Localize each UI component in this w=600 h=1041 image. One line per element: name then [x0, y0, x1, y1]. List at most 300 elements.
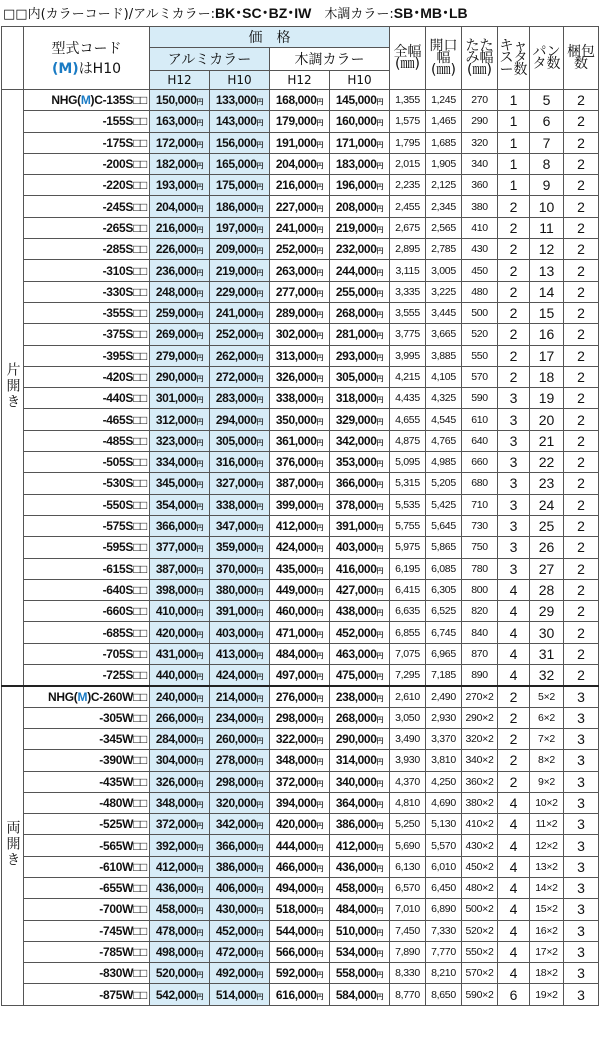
panta-count-value: 28	[538, 581, 555, 598]
folded-width	[462, 643, 498, 664]
alumi-h10-price	[210, 175, 270, 196]
yen-unit: 円	[376, 99, 384, 107]
total-width	[390, 941, 426, 962]
caster-count-value: 2	[509, 709, 518, 726]
total-width	[390, 388, 426, 409]
opening-width	[426, 984, 462, 1005]
alumi-h10-price-value: 391,000	[215, 604, 257, 619]
opening-width	[426, 281, 462, 302]
yen-unit: 円	[376, 610, 384, 618]
yen-unit: 円	[376, 567, 384, 575]
folded-width-value: 290×2	[465, 711, 494, 724]
wood-color-codes: SB･MB･LB	[393, 5, 468, 21]
yen-unit: 円	[316, 929, 324, 937]
caster-count	[498, 537, 530, 558]
yen-unit: 円	[316, 461, 324, 469]
model-code	[24, 388, 150, 409]
package-count-value: 2	[577, 262, 585, 279]
total-width	[390, 90, 426, 111]
yen-unit: 円	[256, 951, 264, 959]
panta-count-value: 10	[538, 198, 555, 215]
total-width-value: 5,315	[395, 477, 420, 490]
package-count-value: 2	[577, 475, 585, 492]
caster-count	[498, 388, 530, 409]
wood-h10-price-value: 386,000	[335, 817, 377, 832]
yen-unit: 円	[316, 99, 324, 107]
alumi-h12-price	[150, 750, 210, 771]
panta-count	[530, 899, 564, 920]
wood-h12-price-value: 227,000	[275, 199, 317, 214]
wood-h10-price	[330, 707, 390, 728]
total-width	[390, 494, 426, 515]
yen-unit: 円	[196, 248, 204, 256]
model-h10-note: はH10	[78, 61, 122, 77]
opening-width-value: 4,690	[431, 796, 456, 809]
wood-h12-price-value: 216,000	[275, 178, 317, 193]
table-row	[2, 643, 599, 664]
opening-width-value: 4,545	[431, 413, 456, 426]
package-count	[564, 579, 599, 600]
total-width-value: 2,235	[395, 179, 420, 192]
folded-width	[462, 90, 498, 111]
panta-count-value: 29	[538, 603, 555, 620]
opening-width-value: 1,245	[431, 94, 456, 107]
wood-h12-price-value: 449,000	[275, 582, 317, 597]
yen-unit: 円	[256, 865, 264, 873]
model-code	[24, 153, 150, 174]
opening-width-value: 7,330	[431, 924, 456, 937]
yen-unit: 円	[196, 205, 204, 213]
model-code	[24, 814, 150, 835]
wood-h12-price-value: 497,000	[275, 667, 317, 682]
yen-unit: 円	[316, 439, 324, 447]
model-code-suffix: -705S□□	[102, 646, 147, 661]
total-width	[390, 814, 426, 835]
panta-count-value: 7×2	[538, 733, 555, 746]
yen-unit: 円	[256, 929, 264, 937]
total-width-value: 7,075	[395, 647, 420, 660]
yen-unit: 円	[316, 525, 324, 533]
wood-h12-price-value: 204,000	[275, 157, 317, 172]
panta-count-value: 27	[538, 560, 555, 577]
caster-count-value: 2	[509, 219, 518, 236]
yen-unit: 円	[256, 503, 264, 511]
model-code-suffix: -435W□□	[99, 774, 147, 789]
caster-count	[498, 90, 530, 111]
folded-width-value: 270×2	[465, 690, 494, 703]
folded-width-value: 500	[471, 307, 488, 320]
alumi-h12-price	[150, 814, 210, 835]
alumi-h12-price-value: 334,000	[155, 455, 197, 470]
package-count-value: 3	[577, 688, 585, 705]
alumi-h10-price-value: 229,000	[215, 284, 257, 299]
caster-count	[498, 899, 530, 920]
yen-unit: 円	[256, 567, 264, 575]
model-code-suffix: -525W□□	[99, 817, 147, 832]
panta-count	[530, 984, 564, 1005]
model-code-suffix: -305W□□	[99, 710, 147, 725]
wood-h12-price-value: 376,000	[275, 455, 317, 470]
alumi-h12-price-value: 542,000	[155, 987, 197, 1002]
wood-h10-price-value: 145,000	[335, 93, 377, 108]
folded-width	[462, 132, 498, 153]
package-count	[564, 111, 599, 132]
folded-width	[462, 856, 498, 877]
alumi-h10-price	[210, 473, 270, 494]
yen-unit: 円	[256, 312, 264, 320]
wood-h10-price	[330, 750, 390, 771]
folded-width	[462, 388, 498, 409]
alumi-h10-price	[210, 771, 270, 792]
opening-width-value: 2,565	[431, 221, 456, 234]
wood-h12-price	[270, 515, 330, 536]
yen-unit: 円	[256, 99, 264, 107]
total-width-value: 1,355	[395, 94, 420, 107]
yen-unit: 円	[196, 887, 204, 895]
opening-width-value: 4,250	[431, 775, 456, 788]
alumi-h12-price-value: 172,000	[155, 135, 197, 150]
model-code-suffix: )C-135S□□	[90, 93, 147, 108]
alumi-h12-price	[150, 792, 210, 813]
wood-h12-price-value: 168,000	[275, 93, 317, 108]
opening-width	[426, 388, 462, 409]
yen-unit: 円	[196, 801, 204, 809]
total-width	[390, 984, 426, 1005]
alumi-h10-price-value: 406,000	[215, 881, 257, 896]
caster-count	[498, 473, 530, 494]
wood-h10-price-value: 436,000	[335, 859, 377, 874]
total-width	[390, 665, 426, 686]
panta-count	[530, 388, 564, 409]
yen-unit: 円	[376, 333, 384, 341]
total-width	[390, 515, 426, 536]
wood-h12-price	[270, 494, 330, 515]
alumi-h10-price	[210, 366, 270, 387]
wood-h12-price-value: 566,000	[275, 945, 317, 960]
wood-h12-price-value: 289,000	[275, 306, 317, 321]
yen-unit: 円	[376, 631, 384, 639]
model-code	[24, 196, 150, 217]
package-count-value: 3	[577, 944, 585, 961]
caster-count	[498, 217, 530, 238]
alumi-h12-price	[150, 643, 210, 664]
model-code	[24, 686, 150, 707]
alumi-h12-price	[150, 771, 210, 792]
group-label: 片開き	[4, 361, 21, 410]
table-row	[2, 920, 599, 941]
model-code	[24, 643, 150, 664]
yen-unit: 円	[256, 993, 264, 1001]
folded-width	[462, 494, 498, 515]
yen-unit: 円	[196, 269, 204, 277]
folded-width	[462, 771, 498, 792]
model-code-suffix: -610W□□	[99, 859, 147, 874]
wood-h12-price	[270, 196, 330, 217]
yen-unit: 円	[256, 738, 264, 746]
wood-h12-price	[270, 771, 330, 792]
wood-h12-price-value: 252,000	[275, 242, 317, 257]
opening-width	[426, 217, 462, 238]
alumi-h10-price-value: 342,000	[215, 817, 257, 832]
yen-unit: 円	[376, 269, 384, 277]
model-code-suffix: -310S□□	[102, 263, 147, 278]
folded-width-value: 340	[471, 158, 488, 171]
panta-count-value: 26	[538, 539, 555, 556]
folded-width-value: 450×2	[465, 860, 494, 873]
table-row	[2, 345, 599, 366]
caster-count-value: 2	[509, 731, 518, 748]
wood-h10-price	[330, 622, 390, 643]
total-width	[390, 175, 426, 196]
caster-count	[498, 750, 530, 771]
total-width	[390, 302, 426, 323]
total-width	[390, 686, 426, 707]
caster-count-value: 4	[509, 816, 518, 833]
package-count-value: 3	[577, 858, 585, 875]
panta-header: パンタ数	[530, 27, 564, 90]
yen-unit: 円	[196, 99, 204, 107]
caster-count-value: 1	[509, 113, 518, 130]
group-label-cell	[2, 90, 24, 686]
model-code	[24, 111, 150, 132]
package-count-value: 2	[577, 411, 585, 428]
yen-unit: 円	[256, 652, 264, 660]
alumi-h12-price-value: 193,000	[155, 178, 197, 193]
opening-width-value: 5,570	[431, 839, 456, 852]
caster-count	[498, 920, 530, 941]
table-row	[2, 260, 599, 281]
alumi-h10-price	[210, 814, 270, 835]
folded-width	[462, 984, 498, 1005]
panta-count-value: 13	[538, 262, 555, 279]
panta-count	[530, 473, 564, 494]
alumi-h10-price	[210, 558, 270, 579]
caster-count-value: 2	[509, 283, 518, 300]
opening-width-value: 3,665	[431, 328, 456, 341]
total-width-value: 6,130	[395, 860, 420, 873]
alumi-h10-price	[210, 707, 270, 728]
yen-unit: 円	[196, 631, 204, 639]
panta-count	[530, 175, 564, 196]
folded-width	[462, 792, 498, 813]
panta-count	[530, 132, 564, 153]
group-label: 両開き	[4, 820, 21, 869]
package-count	[564, 814, 599, 835]
folded-width-value: 410×2	[465, 818, 494, 831]
yen-unit: 円	[256, 439, 264, 447]
wood-h10-price-value: 558,000	[335, 966, 377, 981]
total-width	[390, 601, 426, 622]
total-width	[390, 579, 426, 600]
panta-count	[530, 260, 564, 281]
table-row	[2, 515, 599, 536]
model-code	[24, 728, 150, 749]
total-width-value: 4,875	[395, 434, 420, 447]
alumi-h10-price-value: 283,000	[215, 391, 257, 406]
wood-h12-price	[270, 558, 330, 579]
alumi-h12-price	[150, 558, 210, 579]
caster-count	[498, 771, 530, 792]
wood-h10-price	[330, 771, 390, 792]
yen-unit: 円	[376, 993, 384, 1001]
yen-unit: 円	[196, 588, 204, 596]
panta-count	[530, 686, 564, 707]
alumi-h12-price	[150, 622, 210, 643]
package-count	[564, 388, 599, 409]
table-row	[2, 814, 599, 835]
folded-width-value: 380×2	[465, 796, 494, 809]
yen-unit: 円	[256, 290, 264, 298]
folded-width-value: 710	[471, 498, 488, 511]
opening-width-value: 6,745	[431, 626, 456, 639]
model-code-suffix: -595S□□	[102, 540, 147, 555]
folded-width	[462, 409, 498, 430]
alumi-h12-price	[150, 537, 210, 558]
wood-h10-price	[330, 899, 390, 920]
caster-count-value: 3	[509, 411, 518, 428]
folded-width	[462, 686, 498, 707]
wood-h10-price-value: 196,000	[335, 178, 377, 193]
model-code	[24, 579, 150, 600]
wood-h12-price-value: 350,000	[275, 412, 317, 427]
alumi-h12-price-value: 366,000	[155, 519, 197, 534]
caster-count	[498, 984, 530, 1005]
model-code-suffix: -200S□□	[102, 157, 147, 172]
package-count-value: 2	[577, 581, 585, 598]
alumi-h12-price-value: 372,000	[155, 817, 197, 832]
wood-h10-price-value: 416,000	[335, 561, 377, 576]
alumi-h12-price-value: 345,000	[155, 476, 197, 491]
alumi-h10-price-value: 209,000	[215, 242, 257, 257]
alumi-h10-price-value: 186,000	[215, 199, 257, 214]
alumi-h10-price	[210, 281, 270, 302]
opening-width	[426, 196, 462, 217]
yen-unit: 円	[196, 716, 204, 724]
alumi-h12-price-value: 290,000	[155, 370, 197, 384]
table-row	[2, 856, 599, 877]
yen-unit: 円	[376, 418, 384, 426]
package-count-value: 2	[577, 666, 585, 683]
yen-unit: 円	[376, 972, 384, 980]
wood-h12-price	[270, 132, 330, 153]
alumi-h10-price-value: 403,000	[215, 625, 257, 640]
wood-h12-price-value: 348,000	[275, 753, 317, 768]
wood-h12-price-value: 263,000	[275, 263, 317, 278]
yen-unit: 円	[316, 205, 324, 213]
opening-width	[426, 963, 462, 984]
yen-unit: 円	[256, 163, 264, 171]
alumi-h10-price	[210, 494, 270, 515]
yen-unit: 円	[196, 865, 204, 873]
alumi-h12-price	[150, 835, 210, 856]
table-row	[2, 877, 599, 898]
opening-width	[426, 132, 462, 153]
model-code-suffix: -725S□□	[102, 667, 147, 682]
total-width-value: 5,535	[395, 498, 420, 511]
yen-unit: 円	[376, 695, 384, 703]
wood-h12-price-value: 387,000	[275, 476, 317, 491]
total-width	[390, 835, 426, 856]
wood-h12-price-value: 277,000	[275, 284, 317, 299]
table-row	[2, 366, 599, 387]
alumi-h12-price	[150, 409, 210, 430]
table-row	[2, 686, 599, 707]
package-count-value: 2	[577, 518, 585, 535]
alumi-h10-price-value: 338,000	[215, 497, 257, 512]
opening-width	[426, 409, 462, 430]
wood-h10-price	[330, 537, 390, 558]
folded-width-value: 290	[471, 115, 488, 128]
wood-h12-price	[270, 920, 330, 941]
panta-count-value: 9	[542, 177, 551, 194]
alumi-h12-header: H12	[150, 71, 210, 90]
caster-count-value: 4	[509, 965, 518, 982]
caster-count-value: 6	[509, 986, 518, 1003]
alumi-h12-price-value: 354,000	[155, 497, 197, 512]
total-width-value: 2,895	[395, 243, 420, 256]
table-row	[2, 324, 599, 345]
alumi-h12-price-value: 377,000	[155, 540, 197, 555]
price-header: 価 格	[150, 27, 390, 48]
caster-count	[498, 643, 530, 664]
alumi-h12-price	[150, 941, 210, 962]
wood-h12-price	[270, 239, 330, 260]
package-count	[564, 90, 599, 111]
folded-width	[462, 515, 498, 536]
total-width	[390, 728, 426, 749]
caster-count-value: 4	[509, 645, 518, 662]
alumi-h10-price-value: 386,000	[215, 859, 257, 874]
yen-unit: 円	[316, 184, 324, 192]
model-code	[24, 366, 150, 387]
wood-h10-price-value: 268,000	[335, 306, 377, 321]
package-count	[564, 430, 599, 451]
opening-width-value: 3,885	[431, 349, 456, 362]
package-count	[564, 196, 599, 217]
model-code-suffix: -660S□□	[102, 604, 147, 619]
wood-h10-price	[330, 814, 390, 835]
wood-h12-price	[270, 643, 330, 664]
caster-count	[498, 814, 530, 835]
alumi-h10-price	[210, 856, 270, 877]
package-count	[564, 260, 599, 281]
model-code-suffix: -685S□□	[102, 625, 147, 640]
alumi-h12-price	[150, 452, 210, 473]
total-width-value: 6,195	[395, 562, 420, 575]
folded-width-value: 870	[471, 647, 488, 660]
yen-unit: 円	[316, 993, 324, 1001]
yen-unit: 円	[376, 929, 384, 937]
opening-width	[426, 750, 462, 771]
folded-width-value: 520	[471, 328, 488, 341]
total-width	[390, 920, 426, 941]
model-code-suffix: -700W□□	[99, 902, 147, 917]
folded-width	[462, 579, 498, 600]
panta-count	[530, 601, 564, 622]
table-row	[2, 111, 599, 132]
wood-h10-price	[330, 90, 390, 111]
folded-width	[462, 430, 498, 451]
panta-count-value: 7	[542, 134, 551, 151]
table-row	[2, 558, 599, 579]
model-code	[24, 835, 150, 856]
package-count-value: 2	[577, 134, 585, 151]
wood-h12-price	[270, 111, 330, 132]
yen-unit: 円	[376, 482, 384, 490]
wood-h10-price	[330, 345, 390, 366]
alumi-h12-price	[150, 963, 210, 984]
panta-count	[530, 963, 564, 984]
